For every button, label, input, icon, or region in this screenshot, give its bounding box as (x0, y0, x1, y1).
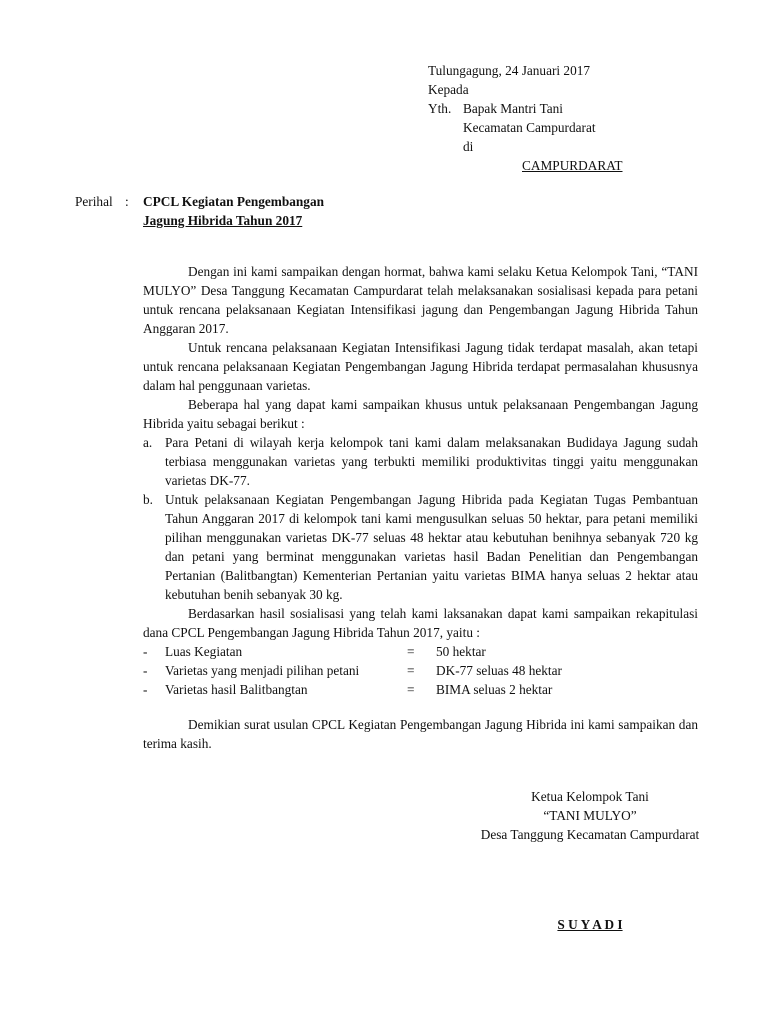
recap-value: DK-77 seluas 48 hektar (436, 663, 562, 678)
signature-role: Ketua Kelompok Tani (531, 789, 649, 804)
subject-line-1: CPCL Kegiatan Pengembangan (143, 194, 324, 209)
recap-equals: = (407, 663, 415, 678)
paragraph-recap-intro: Berdasarkan hasil sosialisasi yang telah kami laksanakan dapat kami sampaikan rekapitulasi dana CPCL Pengembangan Jagung Hibrida Tahun 2017, yaitu : (143, 606, 698, 640)
destination: CAMPURDARAT (522, 158, 623, 173)
signatory-name: S U Y A D I (557, 917, 623, 932)
list-item (143, 433, 698, 490)
recap-row (143, 642, 703, 661)
recap-value: BIMA seluas 2 hektar (436, 682, 553, 697)
recap-label: Varietas yang menjadi pilihan petani (165, 663, 360, 678)
list-marker: a. (143, 435, 153, 450)
recap-dash: - (143, 663, 148, 678)
recap-dash: - (143, 682, 148, 697)
paragraph-points-intro: Beberapa hal yang dapat kami sampaikan khusus untuk pelaksanaan Pengembangan Jagung Hibrida yaitu sebagai berikut : (143, 397, 698, 431)
kepada-label: Kepada (428, 82, 469, 97)
paragraph-closing: Demikian surat usulan CPCL Kegiatan Pengembangan Jagung Hibrida ini kami sampaikan dan terima kasih. (143, 717, 698, 751)
list-item-text: Para Petani di wilayah kerja kelompok tani kami dalam melaksanakan Budidaya Jagung sudah terbiasa menggunakan varietas yang terbukti memiliki produktivitas tinggi yaitu menggunakan varietas DK-77. (165, 435, 698, 488)
yth-label: Yth. (428, 101, 452, 116)
recap-equals: = (407, 644, 415, 659)
signature-group: “TANI MULYO” (543, 808, 637, 823)
list-item (143, 490, 698, 604)
paragraph-problem: Untuk rencana pelaksanaan Kegiatan Intensifikasi Jagung tidak terdapat masalah, akan tetapi untuk rencana pelaksanaan Kegiatan Pengembangan Jagung Hibrida terdapat permasalahan khususnya dalam hal penggunaan varietas. (143, 340, 698, 393)
subject-colon: : (125, 194, 129, 209)
signature-village: Desa Tanggung Kecamatan Campurdarat (480, 827, 700, 842)
recap-value: 50 hektar (436, 644, 486, 659)
list-item-text: Untuk pelaksanaan Kegiatan Pengembangan Jagung Hibrida pada Kegiatan Tugas Pembantuan Tahun Anggaran 2017 di kelompok tani kami mengusulkan seluas 50 hektar, para petani memiliki pilihan menggunakan varietas DK-77 seluas 48 hektar atau kebutuhan benihnya sebanyak 720 kg dan petani yang berminat menggunakan varietas hasil Badan Penelitian dan Pengembangan Pertanian (Balitbangtan) Kementerian Pertanian yaitu varietas BIMA hanya seluas 2 hektar atau kebutuhan benih sebanyak 30 kg. (165, 492, 698, 602)
recap-equals: = (407, 682, 415, 697)
recap-label: Varietas hasil Balitbangtan (165, 682, 308, 697)
recap-label: Luas Kegiatan (165, 644, 243, 659)
di-label: di (463, 139, 474, 154)
recipient-district: Kecamatan Campurdarat (463, 120, 596, 135)
recap-row (143, 661, 703, 680)
letter-date: Tulungagung, 24 Januari 2017 (428, 63, 591, 78)
list-marker: b. (143, 492, 153, 507)
paragraph-intro: Dengan ini kami sampaikan dengan hormat, bahwa kami selaku Ketua Kelompok Tani, “TANI MULYO” Desa Tanggung Kecamatan Campurdarat telah melaksanakan sosialisasi kepada para petani untuk rencana pelaksanaan Kegiatan Intensifikasi jagung dan Pengembangan Jagung Hibrida Tahun Anggaran 2017. (143, 264, 698, 336)
subject-line-2: Jagung Hibrida Tahun 2017 (143, 213, 303, 228)
recap-row (143, 680, 703, 699)
recap-dash: - (143, 644, 148, 659)
recipient-name: Bapak Mantri Tani (463, 101, 564, 116)
subject-label: Perihal (75, 194, 113, 209)
